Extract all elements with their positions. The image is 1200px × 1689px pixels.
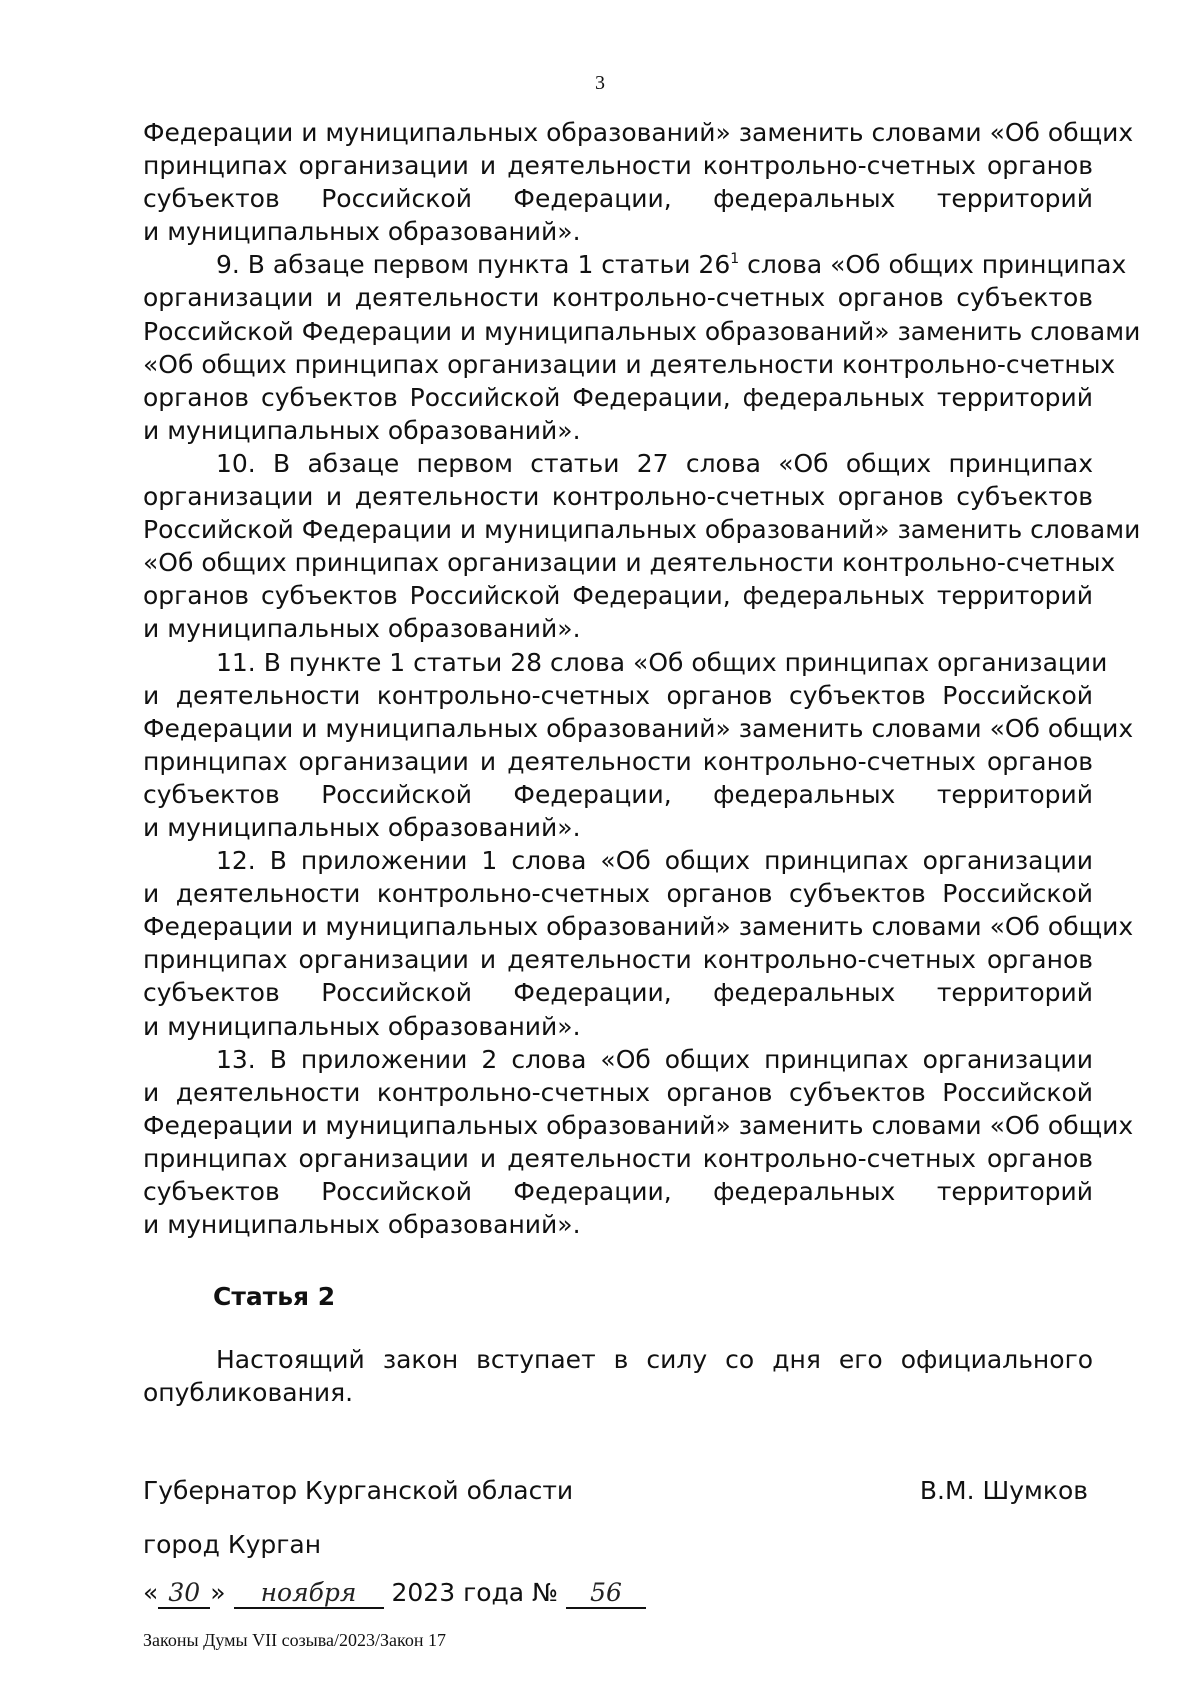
item-9-start: 9. В абзаце первом пункта 1 статьи 26: [216, 250, 731, 280]
text-line-item-10: 10. В абзаце первом статьи 27 слова «Об общих принципах: [216, 448, 1093, 478]
text-line: и муниципальных образований».: [143, 812, 581, 842]
handwritten-month: ноября: [234, 1578, 384, 1609]
text-line: принципах организации и деятельности контрольно-счетных органов: [143, 945, 1093, 975]
text-line-item-13: 13. В приложении 2 слова «Об общих принципах организации: [216, 1044, 1093, 1074]
text-line: организации и деятельности контрольно-счетных органов субъектов: [143, 283, 1093, 313]
text-line: субъектов Российской Федерации, федеральных территорий: [143, 184, 1093, 214]
year-text: 2023 года №: [391, 1578, 559, 1607]
text-line: и деятельности контрольно-счетных органов субъектов Российской: [143, 1077, 1093, 1107]
text-line: «Об общих принципах организации и деятельности контрольно-счетных: [143, 548, 1116, 578]
text-line-item-12: 12. В приложении 1 слова «Об общих принципах организации: [216, 846, 1093, 876]
text-line: «Об общих принципах организации и деятельности контрольно-счетных: [143, 349, 1116, 379]
text-line: принципах организации и деятельности контрольно-счетных органов: [143, 1143, 1093, 1173]
text-line: и деятельности контрольно-счетных органов субъектов Российской: [143, 879, 1093, 909]
article-2-body: [143, 1343, 1093, 1409]
handwritten-number: 56: [566, 1578, 646, 1609]
item-9-tail: слова «Об общих принципах: [747, 250, 1127, 280]
footer-reference: Законы Думы VII созыва/2023/Закон 17: [143, 1630, 446, 1650]
text-line: органов субъектов Российской Федерации, федеральных территорий: [143, 581, 1093, 611]
document-body: [143, 116, 1141, 1241]
text-line: и муниципальных образований».: [143, 614, 581, 644]
text-line: субъектов Российской Федерации, федеральных территорий: [143, 978, 1093, 1008]
text-line: Российской Федерации и муниципальных образований» заменить словами: [143, 316, 1141, 346]
date-line: [143, 1578, 646, 1609]
text-line: органов субъектов Российской Федерации, федеральных территорий: [143, 382, 1093, 412]
text-line: и деятельности контрольно-счетных органов субъектов Российской: [143, 680, 1093, 710]
text-line: субъектов Российской Федерации, федеральных территорий: [143, 779, 1093, 809]
close-quote: »: [210, 1578, 226, 1607]
text-line-item-11: 11. В пункте 1 статьи 28 слова «Об общих принципах организации: [216, 647, 1108, 677]
article-2-heading: Статья 2: [213, 1282, 336, 1311]
text-line: опубликования.: [143, 1378, 354, 1408]
city-line: город Курган: [143, 1530, 322, 1559]
text-line: организации и деятельности контрольно-счетных органов субъектов: [143, 482, 1093, 512]
signature-block: [143, 1476, 1088, 1505]
text-line: принципах организации и деятельности контрольно-счетных органов: [143, 746, 1093, 776]
text-line: принципах организации и деятельности контрольно-счетных органов: [143, 151, 1093, 181]
text-line: Федерации и муниципальных образований» заменить словами «Об общих: [143, 1110, 1134, 1140]
text-line: и муниципальных образований».: [143, 217, 581, 247]
text-line: и муниципальных образований».: [143, 1011, 581, 1041]
text-line: и муниципальных образований».: [143, 415, 581, 445]
handwritten-day: 30: [158, 1578, 210, 1609]
page-number: 3: [595, 72, 605, 94]
superscript: 1: [730, 251, 740, 268]
text-line-item-9: [143, 248, 1127, 281]
open-quote: «: [143, 1578, 159, 1607]
text-line: Российской Федерации и муниципальных образований» заменить словами: [143, 515, 1141, 545]
signatory-title: Губернатор Курганской области: [143, 1476, 574, 1505]
text-line: Федерации и муниципальных образований» заменить словами «Об общих: [143, 713, 1134, 743]
text-line: и муниципальных образований».: [143, 1210, 581, 1240]
text-line: Федерации и муниципальных образований» заменить словами «Об общих: [143, 118, 1134, 147]
text-line: Настоящий закон вступает в силу со дня его официального: [216, 1345, 1093, 1374]
text-line: Федерации и муниципальных образований» заменить словами «Об общих: [143, 912, 1134, 942]
signatory-name: В.М. Шумков: [919, 1476, 1088, 1505]
text-line: субъектов Российской Федерации, федеральных территорий: [143, 1177, 1093, 1206]
